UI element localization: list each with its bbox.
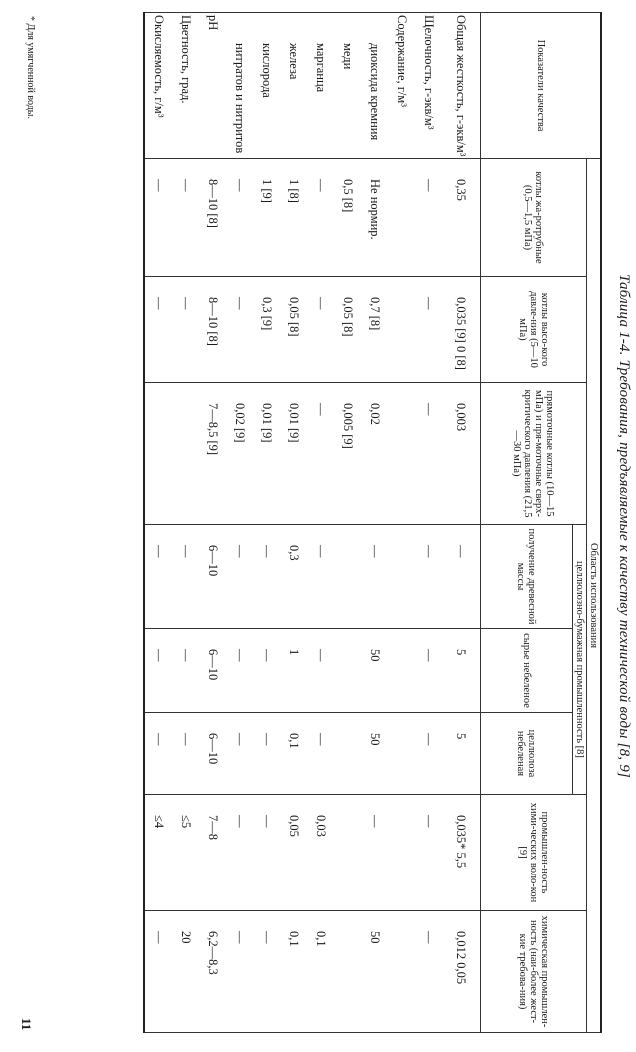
table-cell: 0,3 [9] [253,277,280,383]
table-cell: — [226,277,253,383]
table-cell [388,383,415,525]
header-area: Область использования [587,159,602,1033]
table-cell: — [172,525,199,629]
header-col-g: химическая промышлен-ность (наи-более жест-кие требова-ния) [481,911,587,1033]
table-cell: 0,01 [9] [253,383,280,525]
row-label: Окисляемость, г/м³ [144,13,172,159]
table-cell: 0,012 0,05 [442,911,481,1033]
table-cell: — [144,629,172,713]
table-cell [388,277,415,383]
header-pulp-group: целлюлозно-бумажная промышленность [8] [573,525,587,795]
table-cell: — [253,795,280,911]
table-cell: 0,1 [280,911,307,1033]
table-caption: Таблица 1-4. Требования, предъявляемые к качеству технической воды [8, 9] [616,274,632,778]
table-cell: — [226,159,253,277]
table-cell: 8—10 [8] [199,277,226,383]
table-row [307,13,334,1033]
table-cell: — [226,911,253,1033]
table-cell: — [253,713,280,795]
table-row [442,13,481,1033]
header-col-c: прямоточные котлы (10—15 мПа) и пря-моточные сверх-критического давления (21,5—30 мПа) [481,383,587,525]
table-cell: ≤5 [172,795,199,911]
table-cell: 50 [361,713,388,795]
table-cell: 0,02 [361,383,388,525]
header-col-f: промышлен-ность хими-ческих воло-кон [9] [481,795,587,911]
table-cell: 6—10 [199,713,226,795]
table-cell: 0,1 [280,713,307,795]
table-cell: — [307,713,334,795]
table-row [334,13,361,1033]
table-cell [388,795,415,911]
table-cell: — [415,159,442,277]
table-cell: — [144,525,172,629]
table-row [199,13,226,1033]
table-cell: 0,5 [8] [334,159,361,277]
row-label: меди [334,13,361,159]
header-pulp-3: целлюлоза небеленая [481,713,573,795]
table-row [253,13,280,1033]
water-quality-table [143,12,602,1033]
table-cell: 5 [442,629,481,713]
table-body [144,13,481,1033]
table-cell: — [307,277,334,383]
table-row [388,13,415,1033]
table-cell: — [442,525,481,629]
page-number: 11 [19,1018,34,1031]
table-row [415,13,442,1033]
table-cell: — [172,159,199,277]
table-cell [334,911,361,1033]
table-cell: — [361,795,388,911]
table-cell: — [307,159,334,277]
table-cell: — [226,629,253,713]
table-cell: 0,05 [8] [334,277,361,383]
row-label: марганца [307,13,334,159]
table-cell: — [253,629,280,713]
header-col-a: котлы жа-ротрубные (0,5—1,5 мПа) [481,159,587,277]
table-cell [388,159,415,277]
table-cell: — [226,713,253,795]
row-label: железа [280,13,307,159]
header-col-b: котлы высо-кого давле-ния (5—10 мПа) [481,277,587,383]
table-cell: 0,035 [9] 0 [8] [442,277,481,383]
table-cell: — [226,525,253,629]
table-row [361,13,388,1033]
table-cell: 0,005 [9] [334,383,361,525]
table-cell [334,525,361,629]
table-cell: — [172,629,199,713]
table-cell: — [415,277,442,383]
table-cell: 0,3 [280,525,307,629]
header-pulp-1: получение древесной массы [481,525,573,629]
table-cell: 0,7 [8] [361,277,388,383]
table-cell: Не нормир. [361,159,388,277]
table-cell: 0,035* 5,5 [442,795,481,911]
table-cell: — [415,795,442,911]
table-cell: 6,2—8,3 [199,911,226,1033]
table-row [280,13,307,1033]
table-cell: — [144,911,172,1033]
table-cell: — [172,277,199,383]
table-cell: — [307,525,334,629]
table-cell: — [415,383,442,525]
table-cell: — [307,383,334,525]
table-cell: 1 [9] [253,159,280,277]
table-cell: 6—10 [199,525,226,629]
table-row [172,13,199,1033]
row-label: диоксида кремния [361,13,388,159]
table-cell: ≤4 [144,795,172,911]
table-cell: 7—8 [199,795,226,911]
table-cell: 0,05 [8] [280,277,307,383]
table-cell [334,795,361,911]
table-cell: — [415,629,442,713]
table-cell [388,525,415,629]
table-cell [144,383,172,525]
table-cell: — [144,713,172,795]
table-cell: 0,02 [9] [226,383,253,525]
table-cell: 7—8,5 [9] [199,383,226,525]
table-cell: 6—10 [199,629,226,713]
table-cell: — [307,629,334,713]
table-cell: 50 [361,911,388,1033]
table-row [226,13,253,1033]
row-label: Щелочность, г-экв/м³ [415,13,442,159]
table-cell: — [226,795,253,911]
table-cell: — [253,525,280,629]
table-cell: — [415,525,442,629]
table-cell: 20 [172,911,199,1033]
row-label: Цветность, град. [172,13,199,159]
table-cell: 5 [442,713,481,795]
table-cell [388,629,415,713]
table-cell: 1 [8] [280,159,307,277]
table-cell: 1 [280,629,307,713]
row-label: Общая жесткость, г-экв/м³ [442,13,481,159]
table-row [144,13,172,1033]
table-cell [388,713,415,795]
header-pulp-2: сырье небеленое [481,629,573,713]
table-cell: 0,01 [9] [280,383,307,525]
table-cell: — [172,713,199,795]
table-cell: — [253,911,280,1033]
row-label: pH [199,13,226,159]
table-cell [334,713,361,795]
row-label: Содержание, г/м³ [388,13,415,159]
table-cell: 8—10 [8] [199,159,226,277]
row-label: кислорода [253,13,280,159]
table-cell: 0,05 [280,795,307,911]
footnote: * Для умягченной воды. [25,16,36,120]
table-cell: — [415,713,442,795]
table-cell: 0,003 [442,383,481,525]
table-cell: — [415,911,442,1033]
table-cell [388,911,415,1033]
table-cell [334,629,361,713]
header-indicator: Показатели качества [481,13,602,159]
table-cell: — [144,159,172,277]
table-cell: 0,35 [442,159,481,277]
table-cell: — [144,277,172,383]
table-cell: 0,1 [307,911,334,1033]
table-cell: 0,03 [307,795,334,911]
table-cell: — [361,525,388,629]
row-label: нитратов и нитритов [226,13,253,159]
table-cell [172,383,199,525]
table-cell: 50 [361,629,388,713]
